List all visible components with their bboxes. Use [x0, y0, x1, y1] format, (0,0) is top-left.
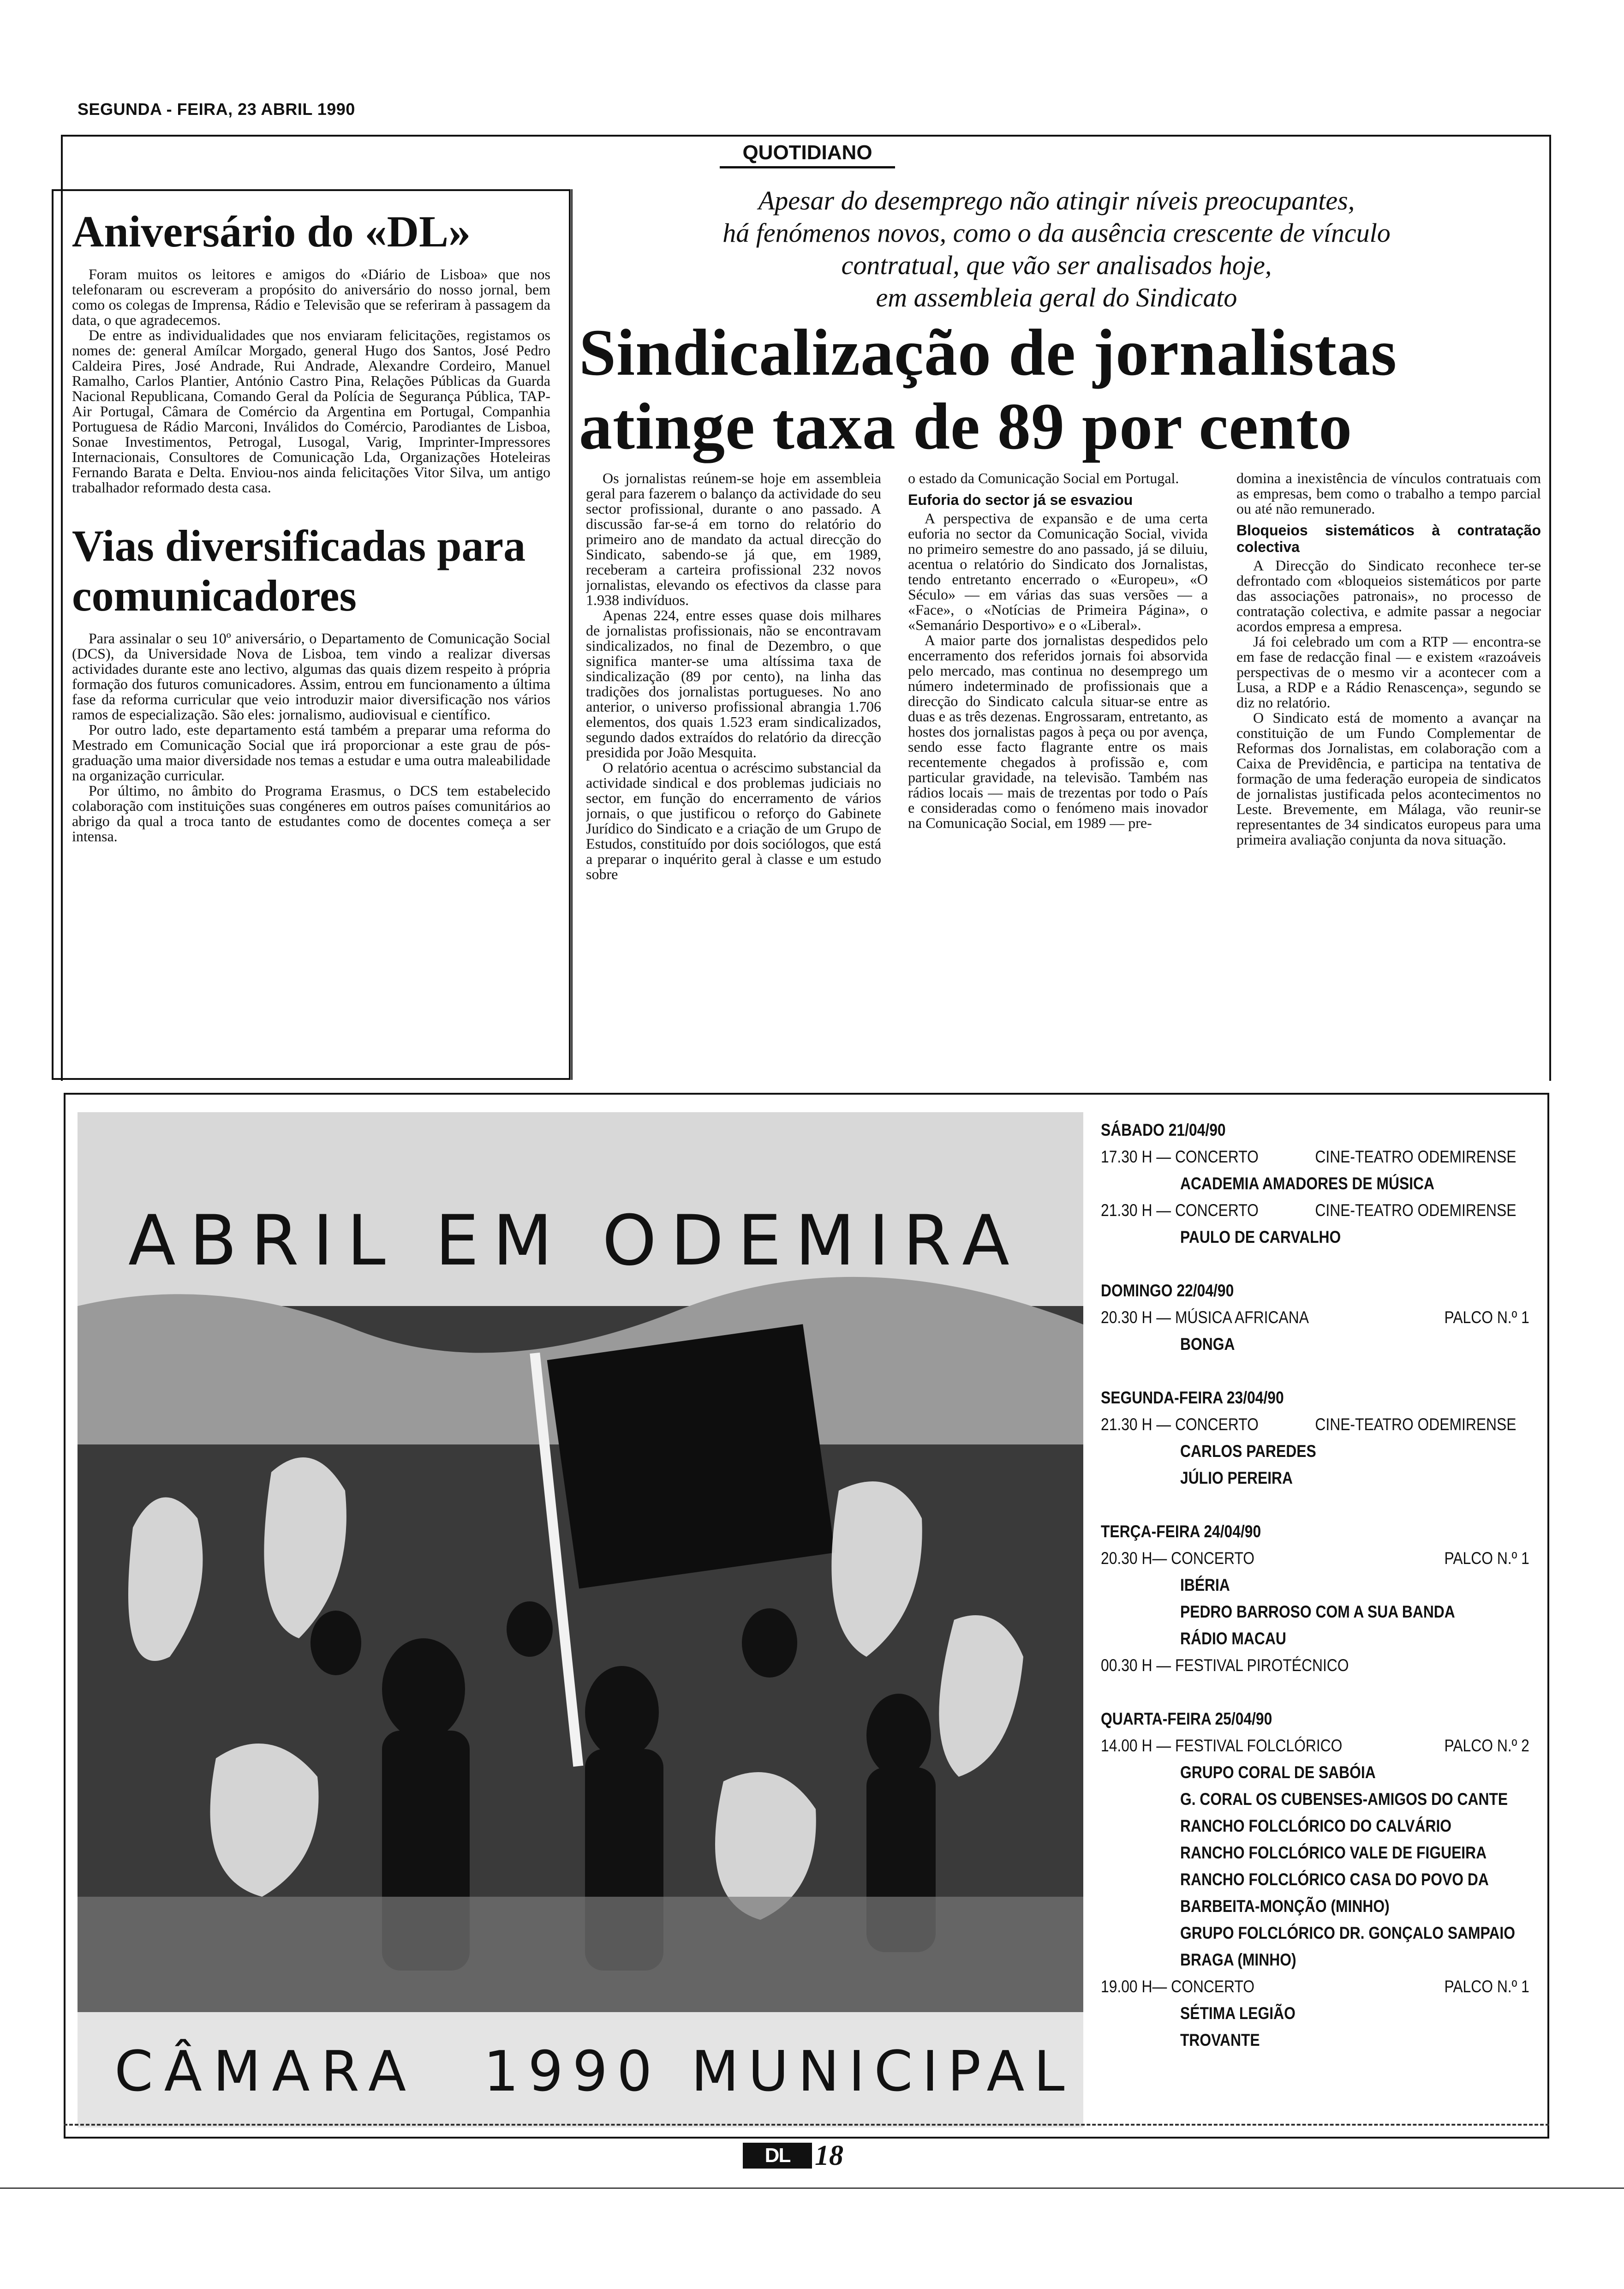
newspaper-logo: DL: [743, 2143, 812, 2169]
performer: G. CORAL OS CUBENSES-AMIGOS DO CANTE: [1180, 1790, 1508, 1809]
paragraph: O Sindicato está de momento a avançar na constituição de um Fundo Complementar de Reformas dos Jornalistas, em colaboração com a Caixa de Previdência, e participa na tentativa de formação de uma federação europeia de sindicatos de jornalistas justificada pelos acontecimentos no Leste. Brevemente, em Málaga, vão reunir-se representantes de 34 sindicatos europeus para uma primeira avaliação conjunta da nova situação.: [1236, 709, 1541, 848]
article-column-3: [1236, 471, 1541, 1080]
paragraph: domina a inexistência de vínculos contratuais com as empresas, bem como o trabalho a tempo parcial ou até não remunerado.: [1236, 471, 1541, 517]
schedule-row: [1101, 1411, 1517, 1438]
event-time: 20.30 H — MÚSICA AFRICANA: [1101, 1308, 1309, 1327]
headline-line: atinge taxa de 89 por cento: [579, 390, 1353, 463]
lead-paragraph: [581, 185, 1532, 314]
event-time: 20.30 H— CONCERTO: [1101, 1549, 1255, 1568]
event-stage: PALCO N.º 2: [1444, 1736, 1529, 1755]
event-time: 21.30 H — CONCERTO: [1101, 1415, 1259, 1434]
performer: ACADEMIA AMADORES DE MÚSICA: [1180, 1174, 1434, 1193]
performer: BONGA: [1180, 1335, 1235, 1354]
headline-line: Sindicalização de jornalistas: [579, 316, 1397, 389]
main-headline: [579, 316, 1539, 464]
lead-line: em assembleia geral do Sindicato: [876, 282, 1237, 312]
schedule-day: SEGUNDA-FEIRA 23/04/90: [1101, 1388, 1284, 1407]
article-column-2: [908, 471, 1208, 1080]
poster-year: 1990: [484, 2040, 662, 2104]
schedule-row: [1101, 1197, 1517, 1224]
column-rule: [571, 189, 573, 1080]
event-time: 19.00 H— CONCERTO: [1101, 1977, 1255, 1996]
paragraph: Apenas 224, entre esses quase dois milhares de jornalistas profissionais, não se encontravam sindicalizados, no final de Dezembro, o que significa manter-se uma altíssima taxa de sindicalização (89 por cento), na linha das tradições dos jornalistas portugueses. No ano anterior, o universo profissional abrangia 1.706 elementos, dos quais 1.523 eram sindicalizados, segundo dados extraídos do relatório da direcção presidida por João Mesquita.: [586, 607, 881, 761]
sidebar-title-anniversary: Aniversário do «DL»: [72, 207, 471, 256]
event-stage: PALCO N.º 1: [1444, 1549, 1529, 1568]
event-stage: PALCO N.º 1: [1444, 1308, 1529, 1327]
schedule-row: [1101, 1973, 1529, 2000]
subheading: Euforia do sector já se esvaziou: [908, 491, 1133, 508]
event-time: 17.30 H — CONCERTO: [1101, 1147, 1259, 1166]
performer: RANCHO FOLCLÓRICO CASA DO POVO DA: [1180, 1870, 1489, 1889]
sidebar-title-communicators: Vias diversificadas para comunicadores: [72, 521, 526, 620]
sidebar-body-communicators: [72, 631, 550, 844]
performer: JÚLIO PEREIRA: [1180, 1468, 1293, 1487]
performer: RÁDIO MACAU: [1180, 1629, 1286, 1648]
schedule-row: [1101, 1652, 1482, 1679]
schedule-day: SÁBADO 21/04/90: [1101, 1121, 1226, 1139]
paragraph: Para assinalar o seu 10º aniversário, o Departamento de Comunicação Social (DCS), da Universidade Nova de Lisboa, tem vindo a realizar diversas actividades durante este ano lectivo, algumas das quais dizem respeito à própria formação dos futuros comunicadores. Assim, entrou em funcionamento a última fase da reforma curricular que veio introduzir maior diversificação nos vários ramos de especialização. São eles: jornalismo, audiovisual e científico.: [72, 630, 550, 723]
event-time: 14.00 H — FESTIVAL FOLCLÓRICO: [1101, 1736, 1343, 1755]
performer: TROVANTE: [1180, 2031, 1260, 2049]
paragraph: o estado da Comunicação Social em Portugal.: [908, 471, 1179, 486]
paragraph: Foram muitos os leitores e amigos do «Diário de Lisboa» que nos telefonaram ou escreveram a propósito do aniversário do nosso jornal, bem como os colegas de Imprensa, Rádio e Televisão que se referiram à passagem da data, o que agradecemos.: [72, 266, 550, 328]
schedule-row: [1101, 1732, 1529, 1759]
lead-line: há fenómenos novos, como o da ausência crescente de vínculo: [722, 218, 1391, 248]
paragraph: Por outro lado, este departamento está também a preparar uma reforma do Mestrado em Comunicação Social que irá proporcionar a este grau de pós-graduação uma maior diversidade nos temas a estudar e uma outra maleabilidade na organização curricular.: [72, 721, 550, 784]
poster-bottom-left: CÂMARA: [114, 2040, 418, 2104]
performer: GRUPO FOLCLÓRICO DR. GONÇALO SAMPAIO: [1180, 1923, 1515, 1942]
poster-artwork: [78, 1112, 1083, 2127]
schedule-day: QUARTA-FEIRA 25/04/90: [1101, 1709, 1272, 1728]
event-venue: CINE-TEATRO ODEMIRENSE: [1315, 1415, 1517, 1434]
festival-schedule: [1101, 1117, 1529, 2054]
section-kicker: QUOTIDIANO: [720, 139, 895, 168]
performer: SÉTIMA LEGIÃO: [1180, 2004, 1296, 2023]
performer: IBÉRIA: [1180, 1576, 1230, 1594]
event-venue: CINE-TEATRO ODEMIRENSE: [1315, 1147, 1517, 1166]
sidebar-box: [52, 189, 571, 1080]
paragraph: De entre as individualidades que nos enviaram felicitações, registamos os nomes de: general Amílcar Morgado, general Hugo dos Santos, José Pedro Caldeira Pires, José Andrade, Rui Andrade, Alexandre Cordeiro, Manuel Ramalho, Carlos Plantier, António Castro Pina, Relações Públicas da Guarda Nacional Republicana, Comando Geral da Polícia de Segurança Pública, TAP-Air Portugal, Câmara de Comércio da Argentina em Portugal, Companhia Portuguesa de Rádio Marconi, Inválidos do Comércio, Parodiantes de Lisboa, Sonae Investimentos, Petrogal, Lusogal, Varig, Imprinter-Impressores Internacionais, Consultores de Comunicação Lda, Organizações Hoteleiras Fernando Barata e Delta. Enviou-nos ainda felicitações Vitor Silva, um antigo trabalhador reformado desta casa.: [72, 327, 550, 496]
lead-line: contratual, que vão ser analisados hoje,: [841, 250, 1272, 280]
paragraph: A maior parte dos jornalistas despedidos pelo encerramento dos referidos jornais foi absorvida pelo mercado, mas continua no desemprego um número indeterminado de profissionais que a direcção do Sindicato calcula situar-se entre as duas e as três dezenas. Engrossaram, entretanto, as hostes dos jornalistas pagos à peça ou por avença, sendo esse facto flagrante entre os mais recentemente chegados à profissão e, com particular gravidade, na televisão. Também nas rádios locais — mais de trezentas por todo o País e consideradas como o fenómeno mais inovador na Comunicação Social, em 1989 — pre-: [908, 632, 1208, 831]
performer: GRUPO CORAL DE SABÓIA: [1180, 1763, 1376, 1782]
paragraph: Os jornalistas reúnem-se hoje em assembleia geral para fazerem o balanço da actividade do seu sector profissional, durante o ano passado. A discussão far-se-á em torno do relatório do primeiro ano de mandato da actual direcção do Sindicato, sabendo-se já que, em 1989, receberam a carteira profissional 232 novos jornalistas, elevando os efectivos da classe para 1.938 indivíduos.: [586, 471, 881, 608]
dashed-rule: [64, 2124, 1549, 2126]
schedule-row: [1101, 1144, 1517, 1170]
event-time: 21.30 H — CONCERTO: [1101, 1201, 1259, 1220]
paragraph: O relatório acentua o acréscimo substancial da actividade sindical e dos problemas judiciais no sector, em função do encerramento de vários jornais, o que justificou o reforço do Gabinete Jurídico do Sindicato e a criação de um Grupo de Estudos, constituído por dois sociólogos, que está a preparar o inquérito geral à classe e um estudo sobre: [586, 759, 881, 882]
schedule-day: DOMINGO 22/04/90: [1101, 1281, 1234, 1300]
paragraph: A Direcção do Sindicato reconhece ter-se defrontado com «bloqueios sistemáticos por parte das associações patronais», no processo de contratação colectiva, e admite passar a negociar acordos empresa a empresa.: [1236, 557, 1541, 635]
sidebar-body-anniversary: [72, 267, 550, 495]
performer: BRAGA (MINHO): [1180, 1950, 1296, 1969]
performer: PAULO DE CARVALHO: [1180, 1228, 1341, 1246]
paragraph: Por último, no âmbito do Programa Erasmus, o DCS tem estabelecido colaboração com instituições suas congéneres em outros países comunitários ao abrigo da qual a troca tanto de estudantes como de docentes começa a ser intensa.: [72, 782, 550, 845]
poster-bottom-right: MUNICIPAL: [691, 2040, 1074, 2104]
schedule-row: [1101, 1545, 1529, 1572]
event-time: 00.30 H — FESTIVAL PIROTÉCNICO: [1101, 1656, 1349, 1675]
subheading: Bloqueios sistemáticos à contratação colectiva: [1236, 522, 1541, 555]
page-number: 18: [815, 2139, 843, 2171]
paragraph: A perspectiva de expansão e de uma certa euforia no sector da Comunicação Social, vivida no primeiro semestre do ano passado, já se diluiu, acentua o relatório do Sindicato dos Jornalistas, tendo entretanto encerrado o «Europeu», «O Século» — em várias das suas versões — a «Face», o «Notícias de Primeira Página», o «Semanário Desportivo» e o «Liberal».: [908, 510, 1208, 633]
schedule-day: TERÇA-FEIRA 24/04/90: [1101, 1522, 1261, 1541]
festival-poster: [78, 1112, 1083, 2127]
event-stage: PALCO N.º 1: [1444, 1977, 1529, 1996]
lead-line: Apesar do desemprego não atingir níveis preocupantes,: [758, 186, 1355, 216]
performer: BARBEITA-MONÇÃO (MINHO): [1180, 1897, 1390, 1916]
performer: RANCHO FOLCLÓRICO DO CALVÁRIO: [1180, 1816, 1452, 1835]
event-venue: CINE-TEATRO ODEMIRENSE: [1315, 1201, 1517, 1220]
dateline: SEGUNDA - FEIRA, 23 ABRIL 1990: [78, 100, 355, 119]
performer: CARLOS PAREDES: [1180, 1442, 1316, 1461]
paragraph: Já foi celebrado um com a RTP — encontra-se em fase de redacção final — e existem «razoáveis perspectivas de o mesmo vir a acontecer com a Lusa, a RDP e a Rádio Renascença», segundo se diz no relatório.: [1236, 633, 1541, 711]
performer: PEDRO BARROSO COM A SUA BANDA: [1180, 1602, 1455, 1621]
schedule-row: [1101, 1304, 1529, 1331]
page-folio: [743, 2139, 843, 2172]
performer: RANCHO FOLCLÓRICO VALE DE FIGUEIRA: [1180, 1843, 1487, 1862]
poster-top-text: ABRIL EM ODEMIRA: [128, 1201, 1023, 1281]
page-edge-rule: [0, 2187, 1624, 2189]
article-column-1: [586, 471, 881, 1080]
